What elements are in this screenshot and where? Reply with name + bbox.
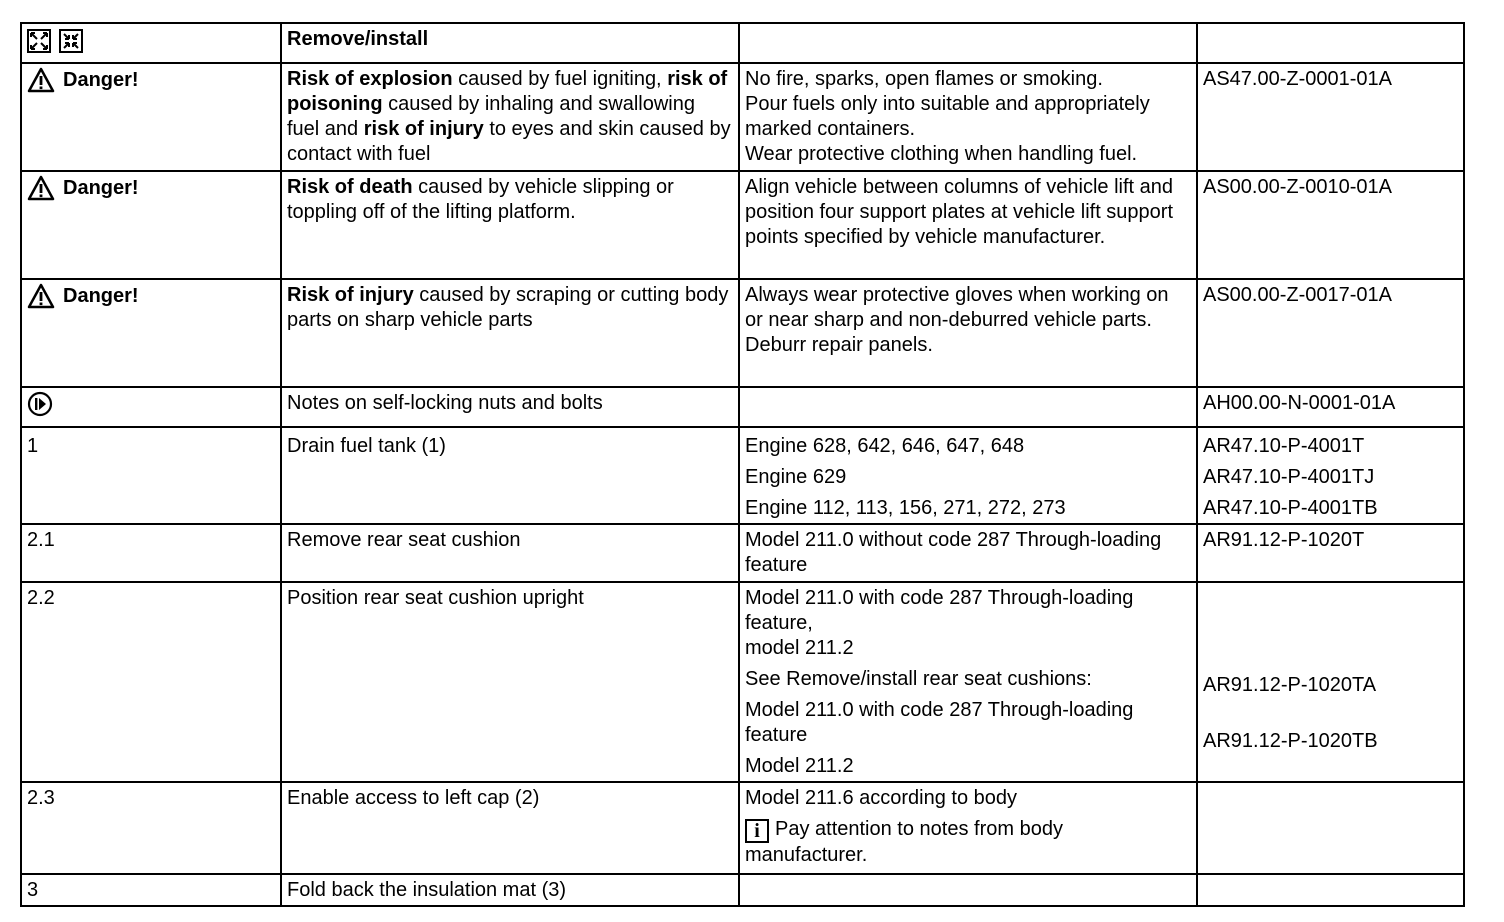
step-row — [21, 874, 1464, 906]
document-ref[interactable]: AS47.00-Z-0001-01A — [1197, 63, 1464, 171]
document-ref[interactable]: AR91.12-P-1020TB — [1203, 730, 1378, 752]
step-text: Position rear seat cushion upright — [281, 582, 739, 782]
risk-part: caused by scraping or cutting body parts on sharp vehicle parts — [287, 284, 729, 331]
step-row — [21, 524, 1464, 582]
condition-line: Model 211.0 with code 287 Through-loading feature, — [745, 587, 1134, 634]
warning-triangle-icon — [27, 283, 55, 309]
risk-part: Risk of death — [287, 176, 413, 198]
condition-line: model 211.2 — [745, 637, 854, 659]
document-ref[interactable]: AS00.00-Z-0017-01A — [1197, 279, 1464, 387]
safety-measures — [739, 171, 1197, 279]
danger-row — [21, 171, 1464, 279]
condition-line: Engine 629 — [745, 466, 847, 488]
danger-row — [21, 63, 1464, 171]
risk-part: caused by inhaling and swallowing fuel and — [287, 93, 695, 140]
header-icons-cell — [21, 23, 281, 63]
risk-description — [281, 171, 739, 279]
step-refs — [1197, 582, 1464, 782]
danger-label: Danger! — [27, 283, 139, 309]
step-condition: Model 211.0 without code 287 Through-loading feature — [739, 524, 1197, 582]
danger-row — [21, 279, 1464, 387]
step-row — [21, 782, 1464, 874]
measure-line: Always wear protective gloves when working on or near sharp and non-deburred vehicle parts. — [745, 284, 1169, 331]
step-number: 2.3 — [21, 782, 281, 874]
condition-line: Model 211.6 according to body — [745, 787, 1018, 809]
step-text: Enable access to left cap (2) — [281, 782, 739, 874]
measure-line: Deburr repair panels. — [745, 334, 933, 356]
step-number: 2.1 — [21, 524, 281, 582]
document-ref[interactable]: AR91.12-P-1020T — [1197, 524, 1464, 582]
note-row — [21, 387, 1464, 427]
procedure-table — [20, 22, 1465, 907]
info-icon: i — [745, 819, 769, 843]
safety-measures — [739, 279, 1197, 387]
document-ref[interactable]: AS00.00-Z-0010-01A — [1197, 171, 1464, 279]
step-number: 3 — [21, 874, 281, 906]
measure-line: Pour fuels only into suitable and appropriately marked containers. — [745, 93, 1150, 140]
risk-part: risk of poisoning — [287, 68, 728, 115]
info-note: i Pay attention to notes from body manufacturer. — [745, 818, 1063, 866]
condition-line: Engine 628, 642, 646, 647, 648 — [745, 435, 1025, 457]
warning-triangle-icon — [27, 67, 55, 93]
measure-line: Wear protective clothing when handling fuel. — [745, 143, 1138, 165]
danger-label: Danger! — [27, 67, 139, 93]
step-conditions — [739, 782, 1197, 874]
step-number: 1 — [21, 427, 281, 524]
step-row — [21, 427, 1464, 524]
risk-description — [281, 279, 739, 387]
risk-part: caused by vehicle slipping or toppling off of the lifting platform. — [287, 176, 674, 223]
condition-line: Engine 112, 113, 156, 271, 272, 273 — [745, 497, 1066, 519]
document-ref[interactable]: AR47.10-P-4001TJ — [1203, 466, 1375, 488]
step-conditions — [739, 427, 1197, 524]
risk-part: risk of injury — [363, 118, 484, 140]
step-refs — [1197, 427, 1464, 524]
step-conditions — [739, 582, 1197, 782]
risk-description — [281, 63, 739, 171]
page-title: Remove/install — [281, 23, 739, 63]
see-also-text: See Remove/install rear seat cushions: — [745, 668, 1092, 690]
condition-line: Model 211.0 with code 287 Through-loading feature — [745, 699, 1134, 746]
safety-measures — [739, 63, 1197, 171]
document-ref[interactable]: AR91.12-P-1020TA — [1203, 674, 1377, 696]
condition-line: Model 211.2 — [745, 755, 854, 777]
document-ref[interactable]: AR47.10-P-4001TB — [1203, 497, 1378, 519]
document-ref[interactable]: AH00.00-N-0001-01A — [1197, 387, 1464, 427]
measure-line: Align vehicle between columns of vehicle lift and position four support plates at vehicle lift support points specified by vehicle manufacturer. — [745, 176, 1174, 248]
collapse-arrows-icon[interactable] — [59, 29, 83, 53]
risk-part: Risk of explosion — [287, 68, 453, 90]
risk-part: to eyes and skin caused by contact with fuel — [287, 118, 731, 165]
note-text: Notes on self-locking nuts and bolts — [281, 387, 739, 427]
step-row — [21, 582, 1464, 782]
step-number: 2.2 — [21, 582, 281, 782]
risk-part: caused by fuel igniting, — [452, 68, 668, 90]
step-text: Remove rear seat cushion — [281, 524, 739, 582]
step-text: Fold back the insulation mat (3) — [281, 874, 739, 906]
measure-line: No fire, sparks, open flames or smoking. — [745, 68, 1103, 90]
expand-arrows-icon[interactable] — [27, 29, 51, 53]
risk-part: Risk of injury — [287, 284, 414, 306]
step-text: Drain fuel tank (1) — [281, 427, 739, 524]
header-row — [21, 23, 1464, 63]
note-arrow-icon — [27, 391, 53, 417]
danger-label: Danger! — [27, 175, 139, 201]
warning-triangle-icon — [27, 175, 55, 201]
document-ref[interactable]: AR47.10-P-4001T — [1203, 435, 1365, 457]
